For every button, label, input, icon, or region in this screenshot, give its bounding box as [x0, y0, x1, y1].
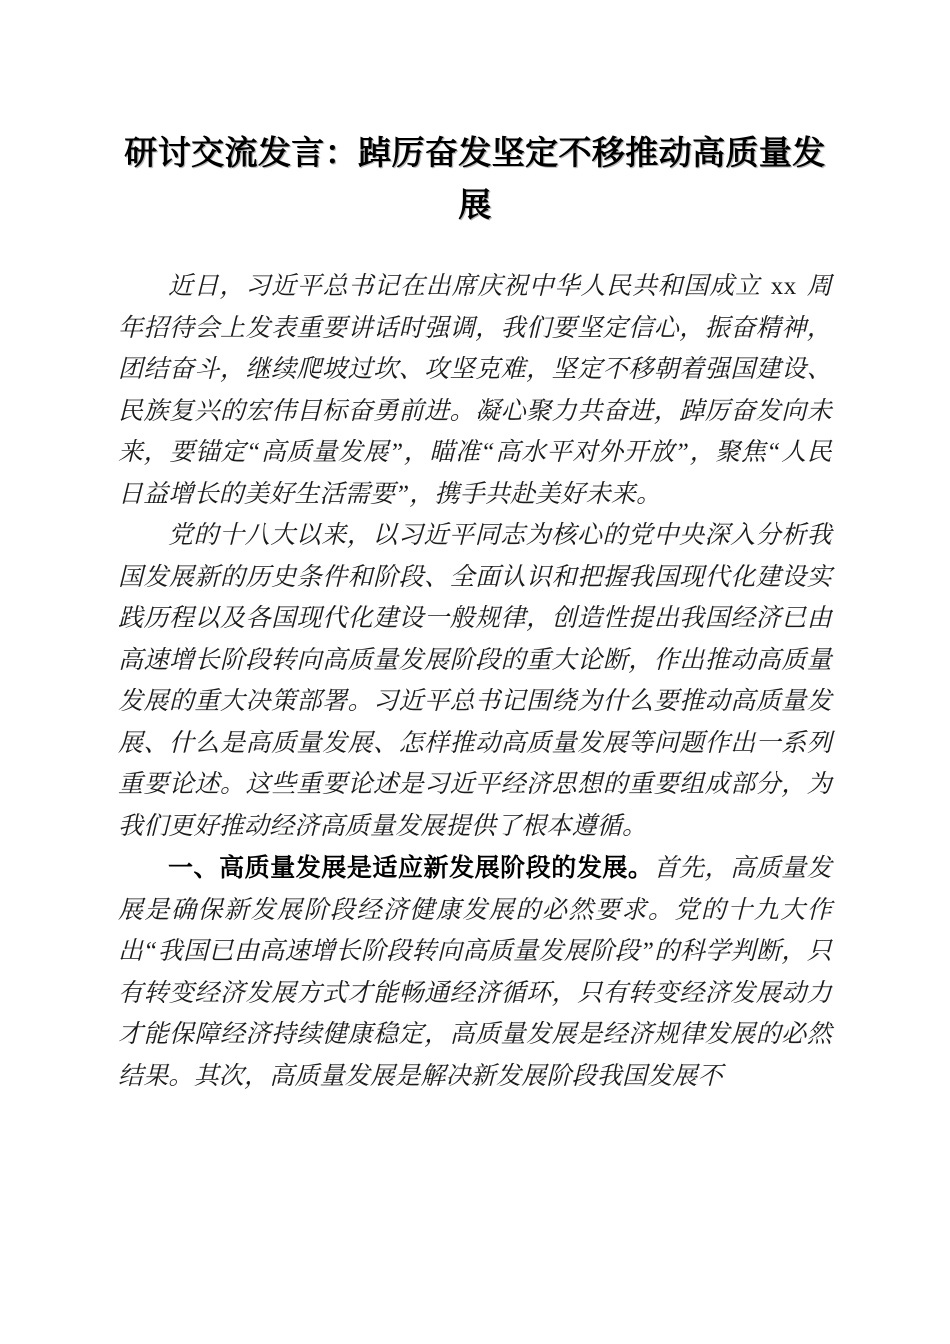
paragraph-3: [118, 847, 832, 1097]
paragraph-2: 党的十八大以来，以习近平同志为核心的党中央深入分析我国发展新的历史条件和阶段、全面认识和把握我国现代化建设实践历程以及各国现代化建设一般规律，创造性提出我国经济已由高速增长阶段转向高质量发展阶段的重大论断，作出推动高质量发展的重大决策部署。习近平总书记围绕为什么要推动高质量发展、什么是高质量发展、怎样推动高质量发展等问题作出一系列重要论述。这些重要论述是习近平经济思想的重要组成部分，为我们更好推动经济高质量发展提供了根本遵循。: [118, 522, 832, 840]
page-title: 研讨交流发言：踔厉奋发坚定不移推动高质量发展: [124, 136, 826, 224]
document-body: [118, 266, 832, 1097]
paragraph-1: 近日，习近平总书记在出席庆祝中华人民共和国成立 xx 周年招待会上发表重要讲话时强调，我们要坚定信心，振奋精神，团结奋斗，继续爬坡过坎、攻坚克难，坚定不移朝着强国建设、民族复兴的宏伟目标奋勇前进。凝心聚力共奋进，踔厉奋发向未来，要锚定“高质量发展”，瞄准“高水平对外开放”，聚焦“人民日益增长的美好生活需要”，携手共赴美好未来。: [118, 273, 832, 508]
latin-run: xx: [770, 273, 797, 300]
paragraph-3-text: 首先，高质量发展是确保新发展阶段经济健康发展的必然要求。党的十九大作出“我国已由高速增长阶段转向高质量发展阶段”的科学判断，只有转变经济发展方式才能畅通经济循环，只有转变经济发展动力才能保障经济持续健康稳定，高质量发展是经济规律发展的必然结果。其次，高质量发展是解决新发展阶段我国发展不: [118, 855, 832, 1090]
page-content-area: [118, 0, 832, 1097]
section-heading-1: 一、高质量发展是适应新发展阶段的发展。: [168, 853, 654, 882]
